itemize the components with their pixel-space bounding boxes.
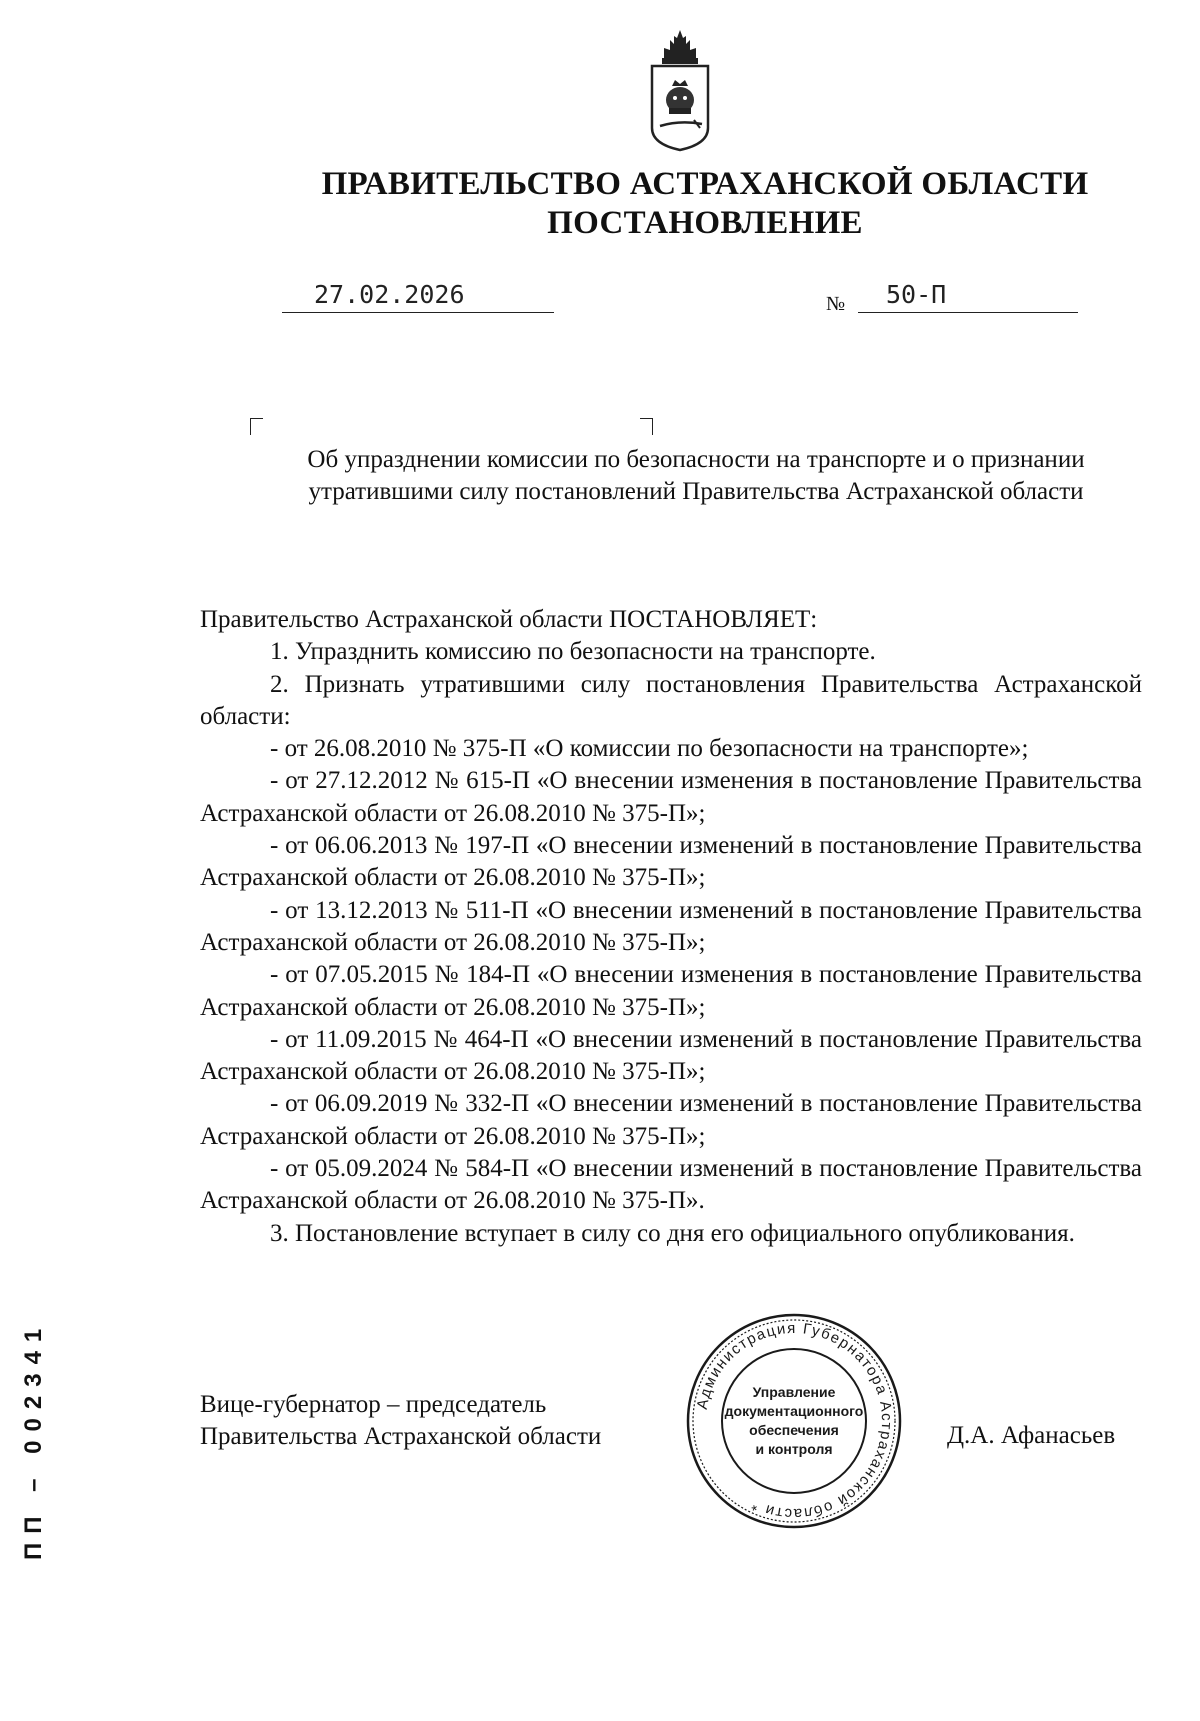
title-corner-left (250, 418, 263, 435)
stamp-inner-line-1: Управление (752, 1384, 836, 1400)
position-line-1: Вице-губернатор – председатель (200, 1391, 547, 1418)
repealed-item: - от 11.09.2015 № 464-П «О внесении изменений в постановление Правительства Астраханской области от 26.08.2010 № 375-П»; (200, 1025, 1142, 1086)
number-label: № (826, 293, 846, 315)
subject-line-1: Об упразднении комиссии по безопасности на транспорте и о признании (307, 446, 1085, 473)
coat-of-arms-icon (642, 28, 718, 152)
repealed-item: - от 27.12.2012 № 615-П «О внесении изменения в постановление Правительства Астраханской области от 26.08.2010 № 375-П»; (200, 767, 1142, 827)
stamp-inner-line-2: документационного (724, 1403, 864, 1419)
position-line-2: Правительства Астраханской области (200, 1423, 602, 1450)
title-corner-right (640, 418, 653, 435)
document-type-title: ПОСТАНОВЛЕНИЕ (547, 205, 863, 241)
repealed-item: - от 13.12.2013 № 511-П «О внесении изменений в постановление Правительства Астраханской области от 26.08.2010 № 375-П»; (200, 896, 1142, 956)
document-body (200, 604, 1142, 1250)
repealed-item: - от 05.09.2024 № 584-П «О внесении изменений в постановление Правительства Астраханской области от 26.08.2010 № 375-П». (200, 1155, 1142, 1215)
stamp-outer-text: Администрация Губернатора Астраханской области * (693, 1319, 896, 1523)
repealed-item: - от 07.05.2015 № 184-П «О внесении изменения в постановление Правительства Астраханской области от 26.08.2010 № 375-П»; (200, 961, 1142, 1021)
document-date: 27.02.2026 (314, 280, 465, 309)
official-stamp (685, 1312, 903, 1530)
stamp-inner-line-4: и контроля (755, 1441, 833, 1457)
repealed-item: - от 06.09.2019 № 332-П «О внесении изменений в постановление Правительства Астраханской области от 26.08.2010 № 375-П»; (200, 1090, 1142, 1150)
date-field (282, 282, 554, 313)
repealed-item: - от 06.06.2013 № 197-П «О внесении изменений в постановление Правительства Астраханской области от 26.08.2010 № 375-П»; (200, 832, 1142, 892)
preamble: Правительство Астраханской области ПОСТАНОВЛЯЕТ: (200, 606, 818, 633)
svg-text:Администрация Губернатора Астр (694, 1320, 895, 1522)
document-subject (256, 444, 1136, 508)
signatory-position (200, 1389, 601, 1453)
number-field (858, 282, 1078, 313)
organization-title: ПРАВИТЕЛЬСТВО АСТРАХАНСКОЙ ОБЛАСТИ (321, 166, 1089, 202)
stamp-inner-line-3: обеспечения (749, 1422, 839, 1438)
clause-2: 2. Признать утратившими силу постановления Правительства Астраханской области: (200, 670, 1142, 730)
clause-1: 1. Упразднить комиссию по безопасности на транспорте. (270, 638, 876, 666)
clause-3: 3. Постановление вступает в силу со дня его официального опубликования. (270, 1219, 1075, 1247)
document-number: 50-П (886, 280, 947, 309)
signatory-name: Д.А. Афанасьев (947, 1422, 1116, 1449)
subject-line-2: утратившими силу постановлений Правительства Астраханской области (308, 478, 1084, 505)
repealed-item: - от 26.08.2010 № 375-П «О комиссии по безопасности на транспорте»; (270, 735, 1029, 763)
side-registration-code: ПП – 002341 (20, 1319, 47, 1560)
